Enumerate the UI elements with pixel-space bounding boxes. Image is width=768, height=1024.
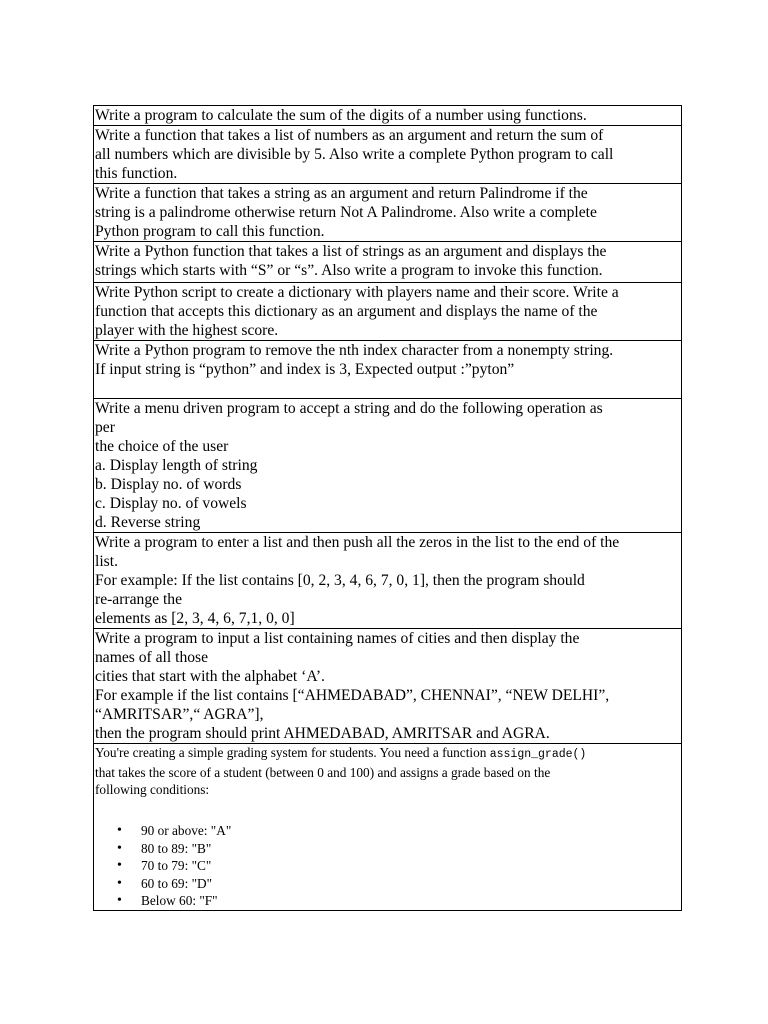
function-name-code: assign_grade() — [489, 748, 587, 761]
question-line: Write a function that takes a list of numbers as an argument and return the sum of — [95, 127, 604, 144]
question-cell — [94, 744, 682, 911]
question-line: “AMRITSAR”,“ AGRA”], — [95, 706, 264, 723]
question-line — [95, 744, 681, 764]
question-line: Write a program to enter a list and then push all the zeros in the list to the end of the — [95, 534, 620, 551]
question-line: Write a program to calculate the sum of the digits of a number using functions. — [95, 107, 587, 124]
question-line: re-arrange the — [95, 591, 182, 608]
menu-option: d. Reverse string — [95, 514, 201, 531]
question-line: Write Python script to create a dictionary with players name and their score. Write a — [95, 284, 619, 301]
question-line: string is a palindrome otherwise return Not A Palindrome. Also write a complete — [95, 204, 597, 221]
question-line: Write a Python function that takes a list of strings as an argument and displays the — [95, 243, 607, 260]
question-line: list. — [95, 553, 118, 570]
question-line: player with the highest score. — [95, 322, 279, 339]
table-row — [94, 242, 682, 283]
question-line: function that accepts this dictionary as an argument and displays the name of the — [95, 303, 598, 320]
menu-option: c. Display no. of vowels — [95, 495, 247, 512]
question-cell — [94, 126, 682, 184]
menu-option: b. Display no. of words — [95, 476, 242, 493]
question-cell — [94, 106, 682, 126]
question-line: following conditions: — [95, 782, 210, 797]
question-line: If input string is “python” and index is 3, Expected output :”pyton” — [95, 361, 515, 378]
list-item: • 80 to 89: "B" — [141, 840, 681, 858]
list-item: • Below 60: "F" — [141, 892, 681, 910]
question-cell — [94, 341, 682, 399]
table-row — [94, 184, 682, 242]
question-cell — [94, 283, 682, 341]
question-line: that takes the score of a student (between 0 and 100) and assigns a grade based on the — [95, 764, 551, 780]
table-row — [94, 399, 682, 533]
list-item: • 70 to 79: "C" — [141, 857, 681, 875]
question-line: this function. — [95, 165, 178, 182]
table-row — [94, 629, 682, 744]
question-line: the choice of the user — [95, 438, 229, 455]
table-row — [94, 283, 682, 341]
question-line: cities that start with the alphabet ‘A’. — [95, 668, 325, 685]
list-item: • 60 to 69: "D" — [141, 875, 681, 893]
menu-option: a. Display length of string — [95, 457, 258, 474]
question-line: names of all those — [95, 649, 209, 666]
question-line: strings which starts with “S” or “s”. Also write a program to invoke this function. — [95, 262, 603, 279]
question-line: For example if the list contains [“AHMEDABAD”, CHENNAI”, “NEW DELHI”, — [95, 687, 610, 704]
question-cell — [94, 242, 682, 283]
question-line: Write a program to input a list containing names of cities and then display the — [95, 630, 580, 647]
grade-list — [95, 822, 681, 910]
question-cell — [94, 184, 682, 242]
blank-line — [95, 799, 681, 817]
question-line: Write a menu driven program to accept a string and do the following operation as — [95, 400, 603, 417]
question-table — [93, 105, 682, 911]
question-line: then the program should print AHMEDABAD, AMRITSAR and AGRA. — [95, 725, 550, 742]
question-cell — [94, 399, 682, 533]
list-item: • 90 or above: "A" — [141, 822, 681, 840]
question-line: Python program to call this function. — [95, 223, 325, 240]
table-row — [94, 126, 682, 184]
question-cell — [94, 629, 682, 744]
question-table-container — [93, 105, 682, 911]
question-cell — [94, 533, 682, 629]
table-row — [94, 533, 682, 629]
table-row — [94, 106, 682, 126]
question-line: Write a function that takes a string as an argument and return Palindrome if the — [95, 185, 588, 202]
question-line: per — [95, 419, 115, 436]
question-text: You're creating a simple grading system for students. You need a function — [95, 745, 490, 760]
table-row — [94, 341, 682, 399]
table-row — [94, 744, 682, 911]
question-line: elements as [2, 3, 4, 6, 7,1, 0, 0] — [95, 610, 295, 627]
question-line: For example: If the list contains [0, 2, 3, 4, 6, 7, 0, 1], then the program should — [95, 572, 585, 589]
question-line: all numbers which are divisible by 5. Also write a complete Python program to call — [95, 146, 614, 163]
question-line: Write a Python program to remove the nth index character from a nonempty string. — [95, 342, 614, 359]
